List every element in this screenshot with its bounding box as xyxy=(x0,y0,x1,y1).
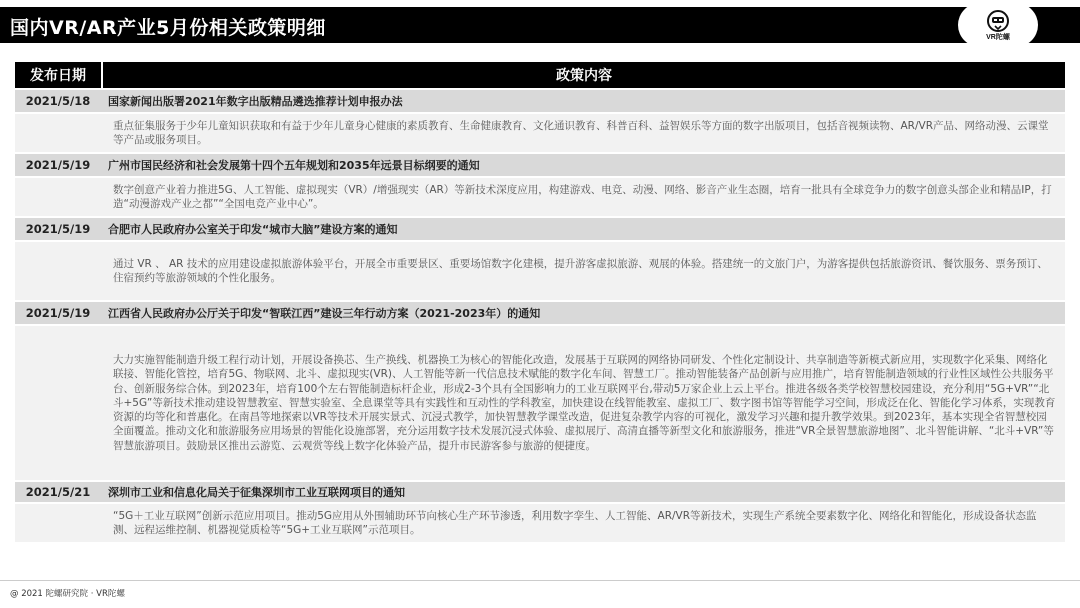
title-bar xyxy=(0,7,1080,43)
row-description: “5G＋工业互联网”创新示范应用项目。推动5G应用从外围辅助环节向核心生产环节渗透，利用数字孪生、人工智能、AR/VR等新技术，实现生产系统全要素数字化、网络化和智能化，形成设备状态监测、远程运维控制、机器视觉质检等“5G+工业互联网”示范项目。 xyxy=(113,509,1037,536)
table-header xyxy=(15,62,1065,88)
row-date: 2021/5/19 xyxy=(25,306,91,320)
row-title: 广州市国民经济和社会发展第十四个五年规划和2035年远景目标纲要的通知 xyxy=(108,159,480,172)
row-description: 通过 VR 、 AR 技术的应用建设虚拟旅游体验平台，开展全市重要景区、重要场馆数字化建模，提升游客虚拟旅游、观展的体验。搭建统一的文旅门户，为游客提供包括旅游资讯、餐饮服务、票务预订、住宿预约等旅游领域的个性化服务。 xyxy=(113,257,1048,284)
row-title: 江西省人民政府办公厅关于印发“智联江西”建设三年行动方案（2021-2023年）的通知 xyxy=(108,307,541,320)
row-title: 深圳市工业和信息化局关于征集深圳市工业互联网项目的通知 xyxy=(108,486,405,499)
row-title: 合肥市人民政府办公室关于印发“城市大脑”建设方案的通知 xyxy=(108,223,398,236)
table-row xyxy=(15,216,1065,240)
logo-text: VR陀螺 xyxy=(986,33,1010,41)
table-row-body xyxy=(15,176,1065,216)
footer-copyright: @ 2021 陀螺研究院 · VR陀螺 xyxy=(10,589,125,599)
policy-table xyxy=(15,62,1065,542)
table-row-body xyxy=(15,324,1065,480)
logo xyxy=(958,3,1038,47)
row-date: 2021/5/19 xyxy=(25,222,91,236)
table-row xyxy=(15,152,1065,176)
row-date: 2021/5/19 xyxy=(25,158,91,172)
gyroscope-logo-icon xyxy=(986,9,1010,33)
page-title: 国内VR/AR产业5月份相关政策明细 xyxy=(10,17,326,39)
header-date: 发布日期 xyxy=(15,62,101,88)
table-row-body xyxy=(15,240,1065,300)
table-row-body xyxy=(15,112,1065,152)
header-policy: 政策内容 xyxy=(103,62,1065,88)
table-row xyxy=(15,300,1065,324)
row-title: 国家新闻出版署2021年数字出版精品遴选推荐计划申报办法 xyxy=(108,95,403,108)
table-row-body xyxy=(15,502,1065,542)
footer-divider xyxy=(0,580,1080,581)
table-row xyxy=(15,480,1065,502)
row-description: 重点征集服务于少年儿童知识获取和有益于少年儿童身心健康的素质教育、生命健康教育、文化通识教育、科普百科、益智娱乐等方面的数字出版项目，包括音视频读物、AR/VR产品、网络动漫、云课堂等产品或服务项目。 xyxy=(113,119,1049,146)
row-date: 2021/5/18 xyxy=(25,94,91,108)
row-description: 数字创意产业着力推进5G、人工智能、虚拟现实（VR）/增强现实（AR）等新技术深度应用，构建游戏、电竞、动漫、网络、影音产业生态圈，培育一批具有全球竞争力的数字创意头部企业和精品IP，打造“动漫游戏产业之都”“全国电竞产业中心”。 xyxy=(113,183,1052,210)
row-description: 大力实施智能制造升级工程行动计划，开展设备换芯、生产换线、机器换工为核心的智能化改造，发展基于互联网的网络协同研发、个性化定制设计、共享制造等新模式新应用，实现数字化采集、网络化联接、智能化管控，培育5G、物联网、北斗、虚拟现实(VR)、人工智能等新一代信息技术赋能的数字化车间、智慧工厂。推动智能装备产品创新与应用推广，培育智能制造领域的行业性区域性公共服务平台、创新服务综合体。到2023年，培育100个左右智能制造标杆企业，形成2-3个具有全国影响力的工业互联网平台,带动5万家企业上云上平台。推进各级各类学校智慧校园建设，充分利用“5G+VR”“北斗+5G”等新技术推动建设智慧教室、智慧实验室、全息课堂等具有实践性和互动性的学科教室，加快建设在线智能教室、虚拟工厂、数字图书馆等智能学习空间，形成泛在化、智能化学习体系，实现教育资源的均等化和普惠化。在南昌等地探索以VR等技术开展实景式、沉浸式教学，加快智慧教学课堂改造，促进复杂教学内容的可视化，激发学习兴趣和提升教学效果。到2023年，基本实现全省智慧校园全面覆盖。推动文化和旅游服务应用场景的智能化设施部署，充分运用数字技术发展沉浸式体验、虚拟展厅、高清直播等新型文化和旅游服务，推进“VR全景智慧旅游地图”、北斗智能讲解、“北斗+VR”等智慧旅游项目。鼓励景区推出云游览、云观赏等线上数字化体验产品，提升市民游客参与旅游的便捷度。 xyxy=(113,354,1056,452)
table-row xyxy=(15,88,1065,112)
row-date: 2021/5/21 xyxy=(25,485,91,499)
